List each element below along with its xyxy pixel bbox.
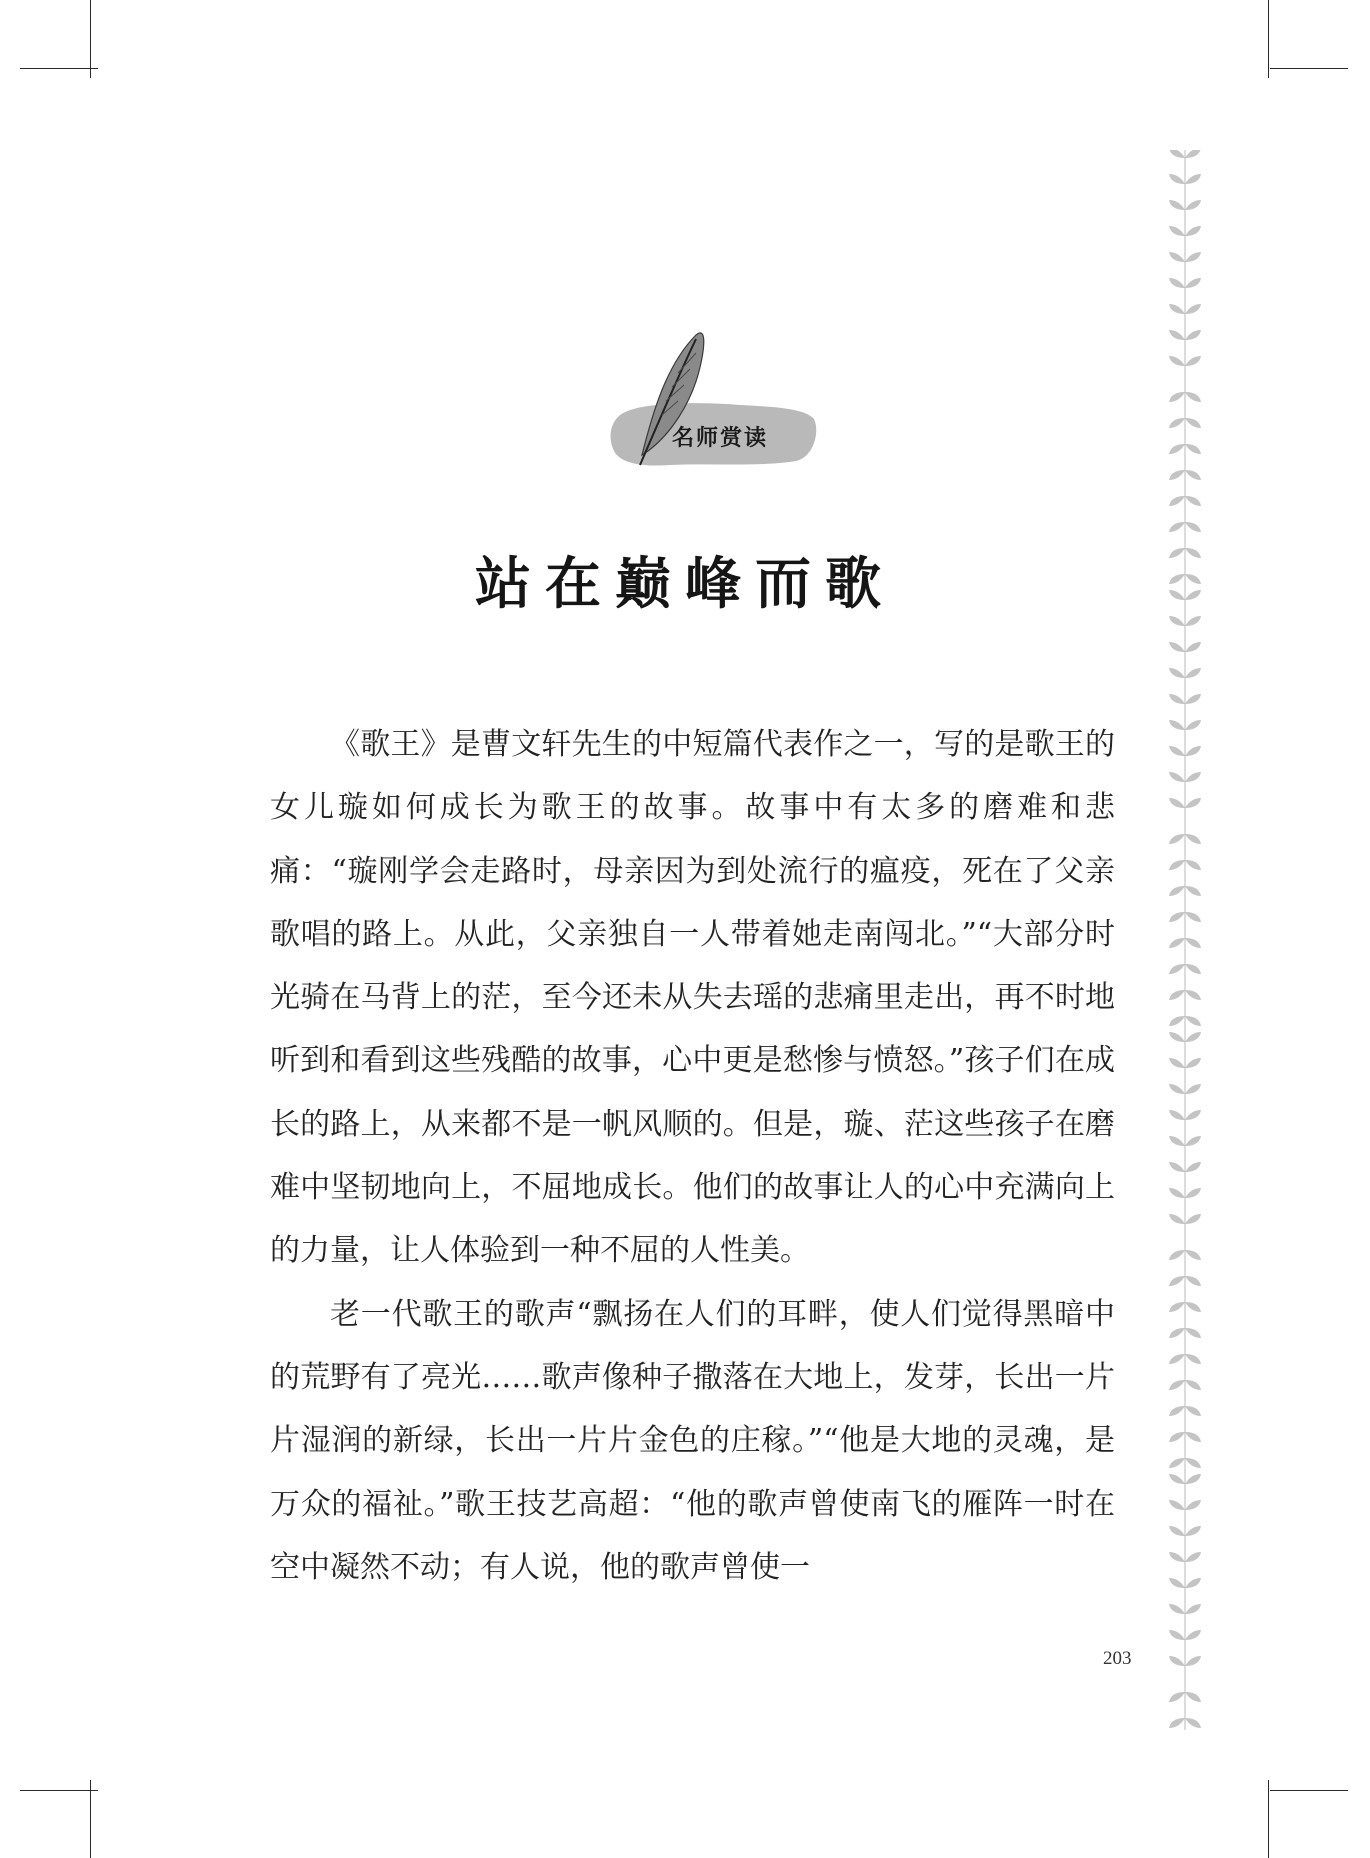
vine-leaf [1169,1354,1185,1364]
vine-leaf [1185,772,1201,782]
vine-leaf [1185,1354,1201,1364]
vine-leaf [1169,1552,1185,1562]
vine-leaf [1169,1276,1185,1286]
vine-leaf [1185,304,1201,314]
vine-leaf [1169,1084,1185,1094]
vine-leaf [1185,860,1201,870]
page-number: 203 [1103,1648,1132,1669]
crop-mark [1268,0,1269,78]
vine-leaf [1185,1188,1201,1198]
vine-leaf [1185,1162,1201,1172]
vine-leaf [1169,418,1185,428]
vine-leaf [1185,1458,1201,1468]
vine-leaf [1185,720,1201,730]
vine-leaf [1169,912,1185,922]
vine-leaf [1169,200,1185,210]
vine-leaf [1169,470,1185,480]
badge-label: 名师赏读 [672,425,769,451]
vine-leaf [1185,1016,1201,1026]
vine-leaf [1169,720,1185,730]
vine-leaf [1185,330,1201,340]
vine-leaf [1169,1718,1185,1728]
vine-leaf [1185,470,1201,480]
vine-leaf [1169,1136,1185,1146]
vine-leaf [1185,522,1201,532]
vine-leaf [1169,356,1185,366]
vine-leaf [1185,1214,1201,1224]
vine-leaf [1185,1406,1201,1416]
vine-leaf [1185,886,1201,896]
vine-leaf [1185,1328,1201,1338]
vine-leaf [1185,1604,1201,1614]
vine-leaf [1185,798,1201,808]
vine-leaf [1169,1188,1185,1198]
vine-leaf [1169,668,1185,678]
vine-leaf [1169,860,1185,870]
vine-leaf [1169,304,1185,314]
vine-leaf [1185,356,1201,366]
vine-leaf [1185,392,1201,402]
crop-mark [1270,68,1348,69]
vine-leaf [1185,938,1201,948]
vine-leaf [1185,694,1201,704]
vine-leaf [1169,1656,1185,1666]
vine-leaf [1185,1032,1201,1042]
vine-leaf [1169,1526,1185,1536]
vine-leaf [1185,1578,1201,1588]
vine-leaf [1169,964,1185,974]
vine-leaf [1169,1016,1185,1026]
vine-leaf [1185,1718,1201,1728]
vine-leaf [1169,1578,1185,1588]
crop-mark [90,1780,91,1858]
vine-leaf [1185,1380,1201,1390]
vine-leaf [1169,1328,1185,1338]
crop-mark [20,1790,98,1791]
vine-leaf [1185,1058,1201,1068]
vine-leaf [1169,1058,1185,1068]
vine-leaf [1169,1110,1185,1120]
vine-leaf [1185,912,1201,922]
body-text [270,713,1115,1599]
vine-leaf [1169,1604,1185,1614]
vine-leaf [1185,200,1201,210]
vine-leaf [1185,1302,1201,1312]
vine-leaf [1185,1136,1201,1146]
vine-leaf [1169,1380,1185,1390]
vine-leaf [1185,174,1201,184]
crop-mark [1268,1780,1269,1858]
vine-leaf [1185,668,1201,678]
vine-leaf [1185,1110,1201,1120]
vine-leaf [1169,834,1185,844]
vine-leaf [1169,1406,1185,1416]
vine-leaf [1185,1526,1201,1536]
crop-mark [20,68,98,69]
vine-leaf [1169,252,1185,262]
vine-leaf [1169,330,1185,340]
crop-mark [90,0,91,78]
vine-leaf [1169,1302,1185,1312]
vine-leaf [1169,694,1185,704]
vine-ornament [1160,150,1210,1730]
vine-leaf [1185,964,1201,974]
vine-leaf [1169,886,1185,896]
vine-leaf [1169,278,1185,288]
vine-leaf [1185,746,1201,756]
vine-leaf [1169,1458,1185,1468]
vine-leaf [1185,990,1201,1000]
vine-leaf [1185,1084,1201,1094]
vine-leaf [1185,1552,1201,1562]
vine-leaf [1169,496,1185,506]
vine-leaf [1169,1162,1185,1172]
vine-leaf [1185,1692,1201,1702]
vine-leaf [1169,1474,1185,1484]
crop-mark [1270,1790,1348,1791]
vine-leaf [1185,226,1201,236]
vine-leaf [1169,226,1185,236]
vine-leaf [1185,1656,1201,1666]
vine-leaf [1185,278,1201,288]
vine-leaf [1169,1630,1185,1640]
vine-leaf [1169,1500,1185,1510]
page-title: 站在巅峰而歌 [475,551,895,617]
vine-leaf [1169,1432,1185,1442]
vine-leaf [1185,496,1201,506]
vine-leaf [1169,642,1185,652]
vine-leaf [1185,1432,1201,1442]
vine-leaf [1185,444,1201,454]
vine-leaf [1169,798,1185,808]
vine-leaf [1169,1250,1185,1260]
vine-leaf [1185,150,1201,158]
vine-leaf [1185,1500,1201,1510]
vine-leaf [1185,418,1201,428]
vine-leaf [1169,1692,1185,1702]
vine-leaf [1169,444,1185,454]
vine-leaf [1169,990,1185,1000]
vine-leaf [1169,1214,1185,1224]
vine-leaf [1169,174,1185,184]
vine-leaf [1185,1630,1201,1640]
vine-leaf [1185,642,1201,652]
vine-leaf [1169,938,1185,948]
vine-leaf [1185,1250,1201,1260]
vine-leaf [1169,1032,1185,1042]
vine-leaf [1169,522,1185,532]
vine-leaf [1169,392,1185,402]
paragraph: 《歌王》是曹文轩先生的中短篇代表作之一，写的是歌王的女儿璇如何成长为歌王的故事。故事中有太多的磨难和悲痛：“璇刚学会走路时，母亲因为到处流行的瘟疫，死在了父亲歌唱的路上。从此，父亲独自一人带着她走南闯北。”“大部分时光骑在马背上的茫，至今还未从失去瑶的悲痛里走出，再不时地听到和看到这些残酷的故事，心中更是愁惨与愤怒。”孩子们在成长的路上，从来都不是一帆风顺的。但是，璇、茫这些孩子在磨难中坚韧地向上，不屈地成长。他们的故事让人的心中充满向上的力量，让人体验到一种不屈的人性美。 [270,727,1115,1269]
paragraph: 老一代歌王的歌声“飘扬在人们的耳畔，使人们觉得黑暗中的荒野有了亮光……歌声像种子撒落在大地上，发芽，长出一片片湿润的新绿，长出一片片金色的庄稼。”“他是大地的灵魂，是万众的福祉。”歌王技艺高超：“他的歌声曾使南飞的雁阵一时在空中凝然不动；有人说，他的歌声曾使一 [270,1296,1115,1585]
vine-leaf [1185,252,1201,262]
vine-leaf [1185,834,1201,844]
vine-leaf [1169,150,1185,158]
vine-leaf [1185,1474,1201,1484]
vine-leaf [1185,1276,1201,1286]
vine-leaf [1169,746,1185,756]
vine-leaf [1169,772,1185,782]
